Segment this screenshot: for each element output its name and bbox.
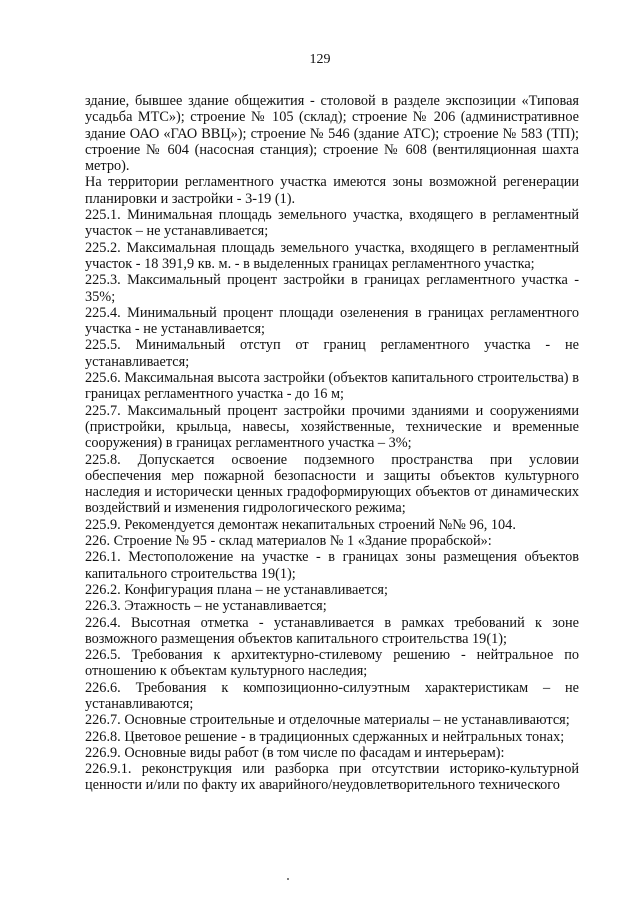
paragraph: На территории регламентного участка имеются зоны возможной регенерации планировки и застройки - 3-19 (1).: [85, 174, 579, 207]
paragraph: 225.3. Максимальный процент застройки в границах регламентного участка - 35%;: [85, 272, 579, 305]
paragraph: 225.7. Максимальный процент застройки прочими зданиями и сооружениями (пристройки, крыльца, навесы, хозяйственные, технические и временные сооружения) в границах регламентного участка – 3%;: [85, 402, 579, 452]
paragraph: 226.9.1. реконструкция или разборка при отсутствии историко-культурной ценности и/или по факту их аварийного/неудовлетворительного технического: [85, 761, 579, 794]
paragraph: 226.8. Цветовое решение - в традиционных сдержанных и нейтральных тонах;: [85, 728, 565, 745]
paragraph: 225.9. Рекомендуется демонтаж некапитальных строений №№ 96, 104.: [85, 516, 516, 533]
scan-speck: [287, 878, 289, 880]
paragraph: 226. Строение № 95 - склад материалов № 1 «Здание прорабской»:: [85, 533, 492, 550]
paragraph: 226.9. Основные виды работ (в том числе по фасадам и интерьерам):: [85, 744, 505, 761]
paragraph: 225.2. Максимальная площадь земельного участка, входящего в регламентный участок - 18 391,9 кв. м. - в выделенных границах регламентного участка;: [85, 239, 579, 272]
paragraph: 225.4. Минимальный процент площади озеленения в границах регламентного участка - не устанавливается;: [85, 304, 579, 338]
paragraph: 226.5. Требования к архитектурно-стилевому решению - нейтральное по отношению к объектам культурного наследия;: [85, 647, 579, 680]
paragraph: 225.1. Минимальная площадь земельного участка, входящего в регламентный участок – не устанавливается;: [85, 207, 579, 240]
document-body: [85, 93, 579, 794]
paragraph: 226.2. Конфигурация плана – не устанавливается;: [85, 581, 388, 598]
page-number: 129: [309, 52, 331, 67]
paragraph: здание, бывшее здание общежития - столовой в разделе экспозиции «Типовая усадьба МТС»); строение № 105 (склад); строение № 206 (административное здание ОАО «ГАО ВВЦ»); строение № 546 (здание АТС); строение № 583 (ТП); строение № 604 (насосная станция); строение № 608 (вентиляционная шахта метро).: [85, 93, 579, 175]
paragraph: 226.7. Основные строительные и отделочные материалы – не устанавливаются;: [85, 712, 570, 729]
paragraph: 225.5. Минимальный отступ от границ регламентного участка - не устанавливается;: [85, 337, 579, 370]
paragraph: 226.3. Этажность – не устанавливается;: [85, 598, 327, 615]
paragraph: 225.6. Максимальная высота застройки (объектов капитального строительства) в границах регламентного участка - до 16 м;: [85, 370, 579, 403]
paragraph: 226.4. Высотная отметка - устанавливается в рамках требований к зоне возможного размещения объектов капитального строительства 19(1);: [85, 614, 579, 647]
paragraph: 226.1. Местоположение на участке - в границах зоны размещения объектов капитального строительства 19(1);: [85, 549, 579, 582]
paragraph: 226.6. Требования к композиционно-силуэтным характеристикам – не устанавливаются;: [85, 679, 579, 712]
paragraph: 225.8. Допускается освоение подземного пространства при условии обеспечения мер пожарной безопасности и защиты объектов культурного наследия и исторически ценных градоформирующих объектов от динамических воздействий и изменения гидрологического режима;: [85, 451, 579, 517]
